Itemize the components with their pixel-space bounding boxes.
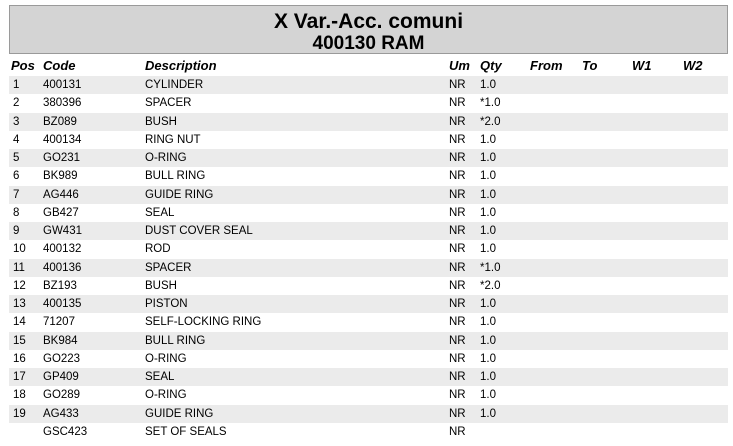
row-description: RING NUT bbox=[145, 133, 201, 146]
row-um: NR bbox=[449, 371, 466, 383]
col-header-w2: W2 bbox=[683, 58, 703, 73]
row-um: NR bbox=[449, 115, 466, 128]
row-qty: 1.0 bbox=[480, 225, 496, 237]
row-um: NR bbox=[449, 407, 466, 420]
table-row bbox=[9, 259, 728, 277]
table-row bbox=[9, 149, 728, 167]
table-row bbox=[9, 332, 728, 350]
row-pos: 6 bbox=[13, 170, 20, 183]
row-um: NR bbox=[449, 188, 466, 201]
row-um: NR bbox=[449, 97, 466, 110]
row-description: BULL RING bbox=[145, 334, 206, 347]
row-code: AG446 bbox=[43, 188, 79, 201]
row-code: GSC423 bbox=[43, 425, 88, 438]
table-row bbox=[9, 113, 728, 131]
row-um: NR bbox=[449, 170, 466, 183]
row-qty: 1.0 bbox=[480, 188, 496, 201]
row-code: 400131 bbox=[43, 79, 82, 91]
row-code: BK989 bbox=[43, 170, 78, 183]
row-description: GUIDE RING bbox=[145, 188, 214, 201]
row-qty: 1.0 bbox=[480, 298, 496, 310]
row-pos: 15 bbox=[13, 334, 26, 347]
row-qty: *2.0 bbox=[480, 115, 501, 128]
row-um: NR bbox=[449, 316, 466, 329]
row-code: GB427 bbox=[43, 206, 79, 219]
col-header-from: From bbox=[530, 58, 563, 73]
col-header-qty: Qty bbox=[480, 58, 502, 73]
row-description: SEAL bbox=[145, 206, 175, 219]
row-code: 400132 bbox=[43, 243, 82, 256]
row-um: NR bbox=[449, 389, 466, 402]
row-pos: 18 bbox=[13, 389, 26, 402]
row-pos: 7 bbox=[13, 188, 20, 201]
row-um: NR bbox=[449, 133, 466, 146]
row-code: GW431 bbox=[43, 225, 82, 237]
row-description: PISTON bbox=[145, 298, 188, 310]
row-um: NR bbox=[449, 298, 466, 310]
row-um: NR bbox=[449, 152, 466, 164]
row-code: GP409 bbox=[43, 371, 79, 383]
page-subtitle: 400130 RAM bbox=[312, 33, 425, 54]
table-row bbox=[9, 405, 728, 423]
row-um: NR bbox=[449, 79, 466, 91]
row-code: 380396 bbox=[43, 97, 82, 110]
row-qty: 1.0 bbox=[480, 170, 496, 183]
row-qty: 1.0 bbox=[480, 152, 496, 164]
row-description: BUSH bbox=[145, 279, 177, 292]
table-row bbox=[9, 131, 728, 149]
col-header-code: Code bbox=[43, 58, 76, 73]
row-description: SET OF SEALS bbox=[145, 425, 227, 438]
row-description: CYLINDER bbox=[145, 79, 204, 91]
row-um: NR bbox=[449, 261, 466, 274]
title-box bbox=[9, 5, 728, 54]
table-row bbox=[9, 313, 728, 331]
row-qty: 1.0 bbox=[480, 79, 496, 91]
row-pos: 1 bbox=[13, 79, 20, 91]
row-qty: *1.0 bbox=[480, 261, 501, 274]
row-code: BK984 bbox=[43, 334, 78, 347]
row-pos: 12 bbox=[13, 279, 26, 292]
col-header-um: Um bbox=[449, 58, 470, 73]
row-qty: 1.0 bbox=[480, 407, 496, 420]
row-description: ROD bbox=[145, 243, 171, 256]
table-row bbox=[9, 295, 728, 313]
table-row bbox=[9, 368, 728, 386]
row-um: NR bbox=[449, 243, 466, 256]
row-pos: 3 bbox=[13, 115, 20, 128]
row-code: BZ089 bbox=[43, 115, 77, 128]
row-pos: 19 bbox=[13, 407, 26, 420]
row-code: 400135 bbox=[43, 298, 82, 310]
row-description: BULL RING bbox=[145, 170, 206, 183]
row-qty: 1.0 bbox=[480, 371, 496, 383]
row-code: GO223 bbox=[43, 352, 81, 365]
col-header-w1: W1 bbox=[632, 58, 652, 73]
row-pos: 5 bbox=[13, 152, 20, 164]
col-header-pos: Pos bbox=[11, 58, 35, 73]
row-description: DUST COVER SEAL bbox=[145, 225, 253, 237]
table-row bbox=[9, 277, 728, 295]
row-qty: 1.0 bbox=[480, 389, 496, 402]
table-row bbox=[9, 94, 728, 112]
row-pos: 4 bbox=[13, 133, 20, 146]
table-row bbox=[9, 386, 728, 404]
table-row bbox=[9, 167, 728, 185]
row-description: SPACER bbox=[145, 261, 192, 274]
table-row bbox=[9, 350, 728, 368]
table-row bbox=[9, 76, 728, 94]
row-qty: 1.0 bbox=[480, 352, 496, 365]
row-um: NR bbox=[449, 279, 466, 292]
row-pos: 8 bbox=[13, 206, 20, 219]
row-code: GO231 bbox=[43, 152, 81, 164]
row-um: NR bbox=[449, 334, 466, 347]
row-qty: 1.0 bbox=[480, 206, 496, 219]
row-code: GO289 bbox=[43, 389, 81, 402]
row-description: SEAL bbox=[145, 371, 175, 383]
table-row bbox=[9, 423, 728, 441]
row-um: NR bbox=[449, 352, 466, 365]
row-code: AG433 bbox=[43, 407, 79, 420]
row-pos: 2 bbox=[13, 97, 20, 110]
row-pos: 10 bbox=[13, 243, 26, 256]
table-row bbox=[9, 204, 728, 222]
table-row bbox=[9, 240, 728, 258]
row-qty: *1.0 bbox=[480, 97, 501, 110]
row-qty: *2.0 bbox=[480, 279, 501, 292]
row-code: 400134 bbox=[43, 133, 82, 146]
row-qty: 1.0 bbox=[480, 133, 496, 146]
col-header-to: To bbox=[582, 58, 598, 73]
row-um: NR bbox=[449, 206, 466, 219]
row-code: BZ193 bbox=[43, 279, 77, 292]
row-description: GUIDE RING bbox=[145, 407, 214, 420]
row-code: 400136 bbox=[43, 261, 82, 274]
row-description: O-RING bbox=[145, 152, 187, 164]
row-pos: 11 bbox=[13, 261, 25, 274]
row-code: 71207 bbox=[43, 316, 75, 329]
row-qty: 1.0 bbox=[480, 316, 496, 329]
row-pos: 9 bbox=[13, 225, 20, 237]
row-qty: 1.0 bbox=[480, 243, 496, 256]
row-um: NR bbox=[449, 425, 466, 438]
row-pos: 13 bbox=[13, 298, 26, 310]
col-header-description: Description bbox=[145, 58, 217, 73]
row-description: SELF-LOCKING RING bbox=[145, 316, 262, 329]
row-pos: 17 bbox=[13, 371, 26, 383]
page-title: X Var.-Acc. comuni bbox=[273, 10, 464, 33]
row-description: SPACER bbox=[145, 97, 192, 110]
row-description: O-RING bbox=[145, 389, 187, 402]
table-row bbox=[9, 186, 728, 204]
row-description: O-RING bbox=[145, 352, 187, 365]
row-pos: 14 bbox=[13, 316, 26, 329]
row-pos: 16 bbox=[13, 352, 26, 365]
row-qty: 1.0 bbox=[480, 334, 496, 347]
row-description: BUSH bbox=[145, 115, 177, 128]
table-row bbox=[9, 222, 728, 240]
row-um: NR bbox=[449, 225, 466, 237]
